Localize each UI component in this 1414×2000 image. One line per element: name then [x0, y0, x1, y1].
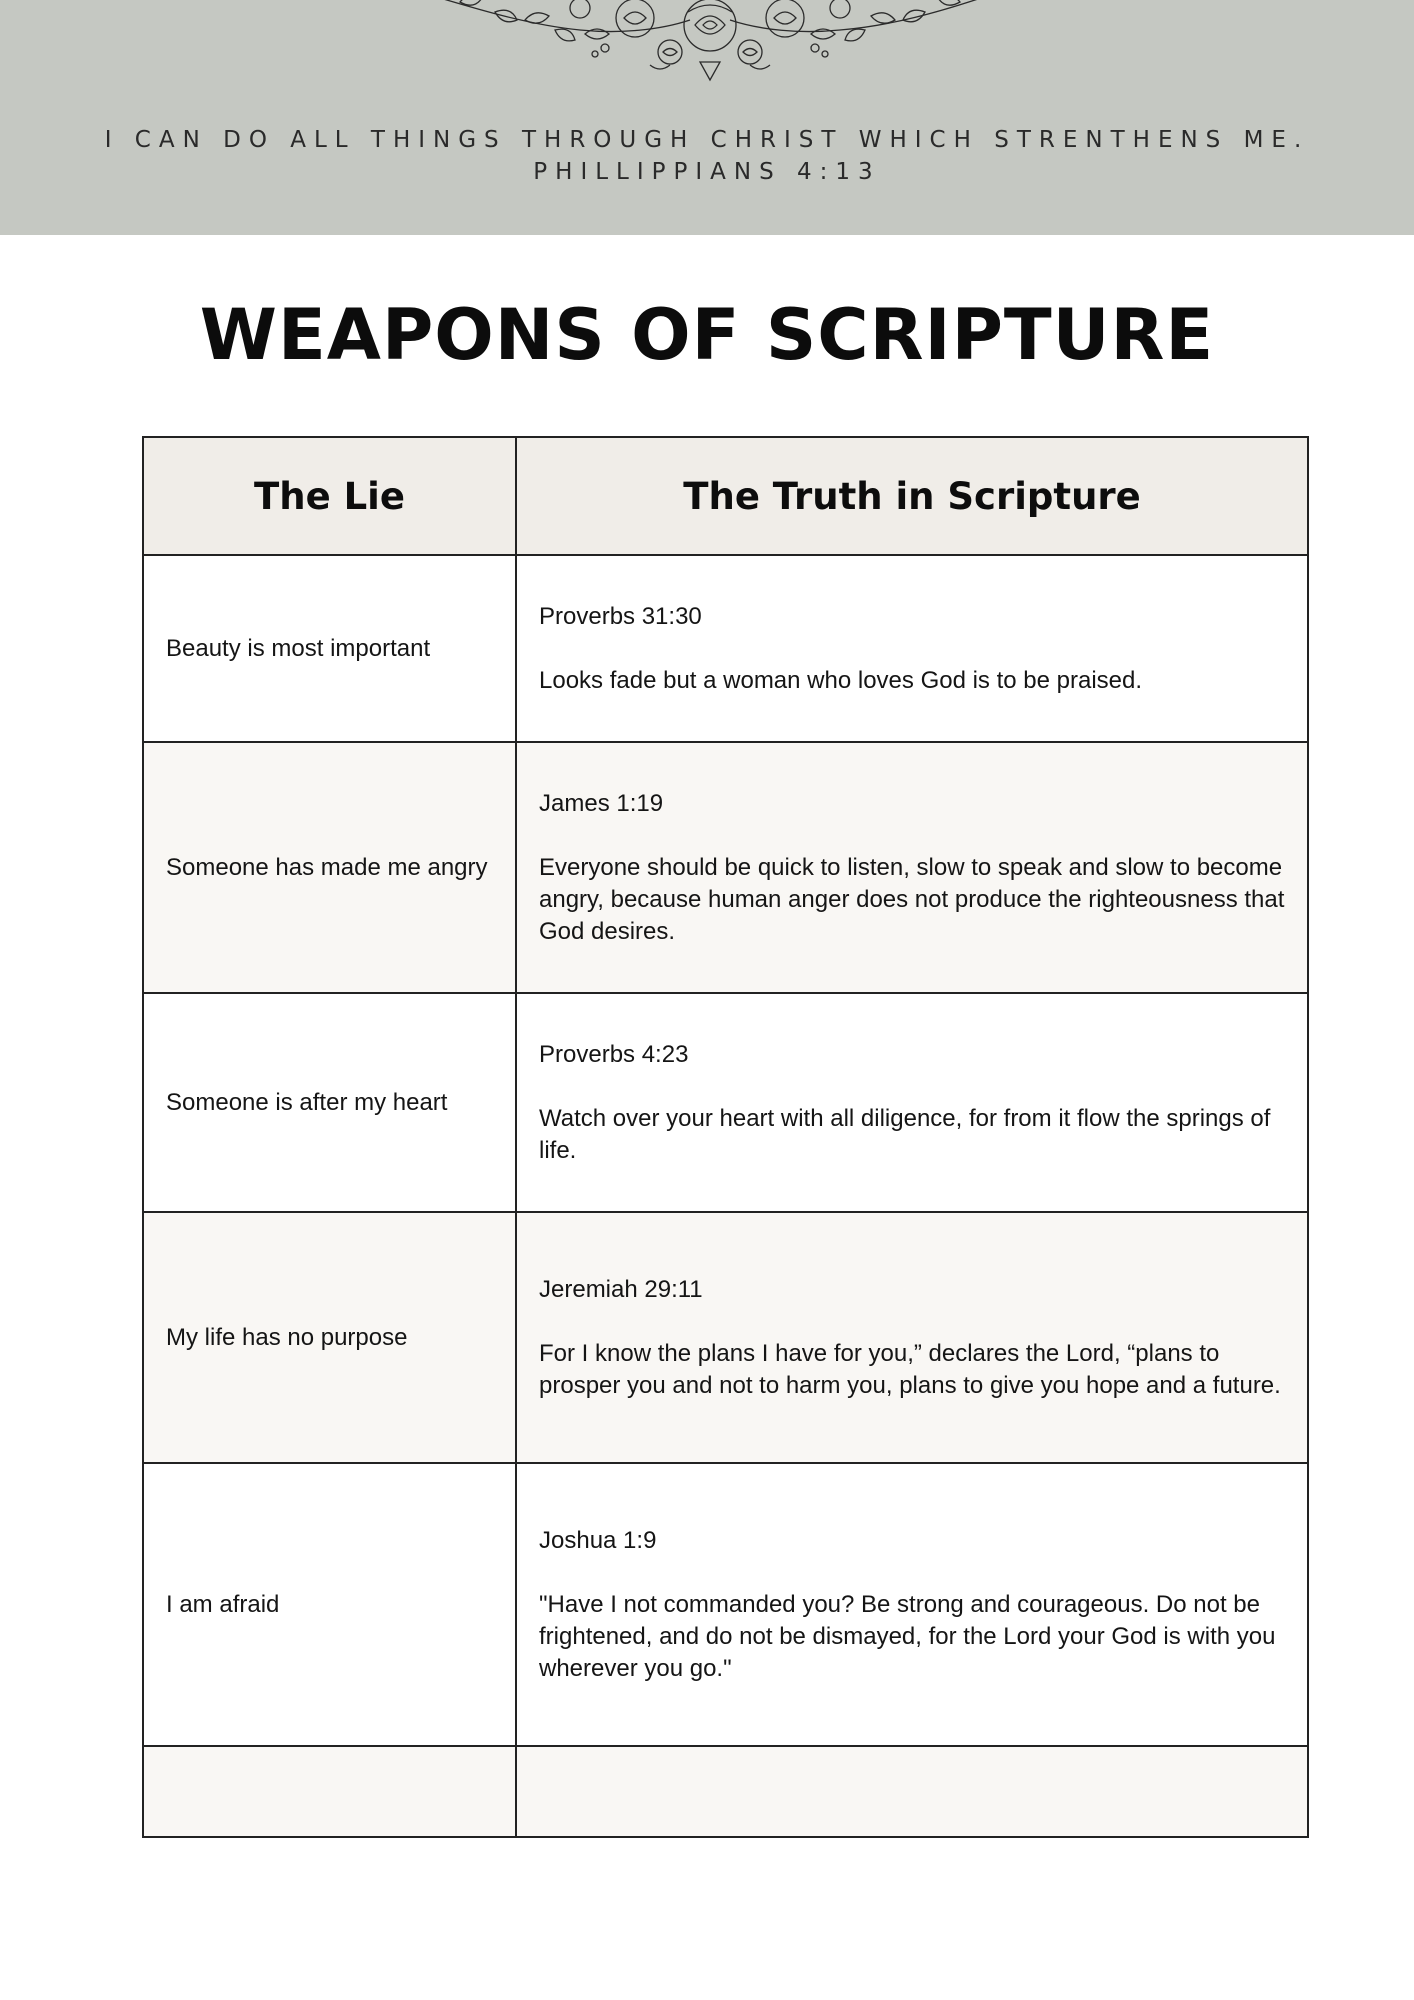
lie-cell — [143, 742, 516, 993]
truth-cell — [516, 742, 1308, 993]
table-row — [143, 993, 1308, 1212]
scripture-reference: Jeremiah 29:11 — [539, 1275, 703, 1303]
truth-cell — [516, 1746, 1308, 1837]
table-header-row — [143, 437, 1308, 555]
table-row — [143, 555, 1308, 742]
scripture-text: "Have I not commanded you? Be strong and courageous. Do not be frightened, and do not be dismayed, for the Lord your God is with you wherever you go." — [539, 1590, 1276, 1682]
lie-cell — [143, 1463, 516, 1746]
lie-cell — [143, 993, 516, 1212]
scripture-text: Looks fade but a woman who loves God is to be praised. — [539, 666, 1143, 694]
lie-text: My life has no purpose — [166, 1323, 408, 1351]
scripture-text: Watch over your heart with all diligence, for from it flow the springs of life. — [539, 1104, 1271, 1164]
scripture-reference: James 1:19 — [539, 789, 664, 817]
lie-text: Someone is after my heart — [166, 1088, 448, 1116]
table-row — [143, 742, 1308, 993]
lie-text: Beauty is most important — [166, 634, 431, 662]
page-title: WEAPONS OF SCRIPTURE — [199, 294, 1215, 376]
header-banner — [0, 0, 1414, 235]
truth-cell — [516, 1463, 1308, 1746]
table-row — [143, 1463, 1308, 1746]
verse-line: I CAN DO ALL THINGS THROUGH CHRIST WHICH STRENTHENS ME. — [104, 127, 1310, 153]
table-row — [143, 1212, 1308, 1463]
lie-cell — [143, 1212, 516, 1463]
scripture-table — [142, 436, 1309, 1838]
lie-cell — [143, 1746, 516, 1837]
scripture-text: Everyone should be quick to listen, slow to speak and slow to become angry, because human anger does not produce the righteousness that God desires. — [539, 853, 1285, 945]
lie-text: Someone has made me angry — [166, 853, 488, 881]
table-row-empty — [143, 1746, 1308, 1837]
header-lie: The Lie — [143, 437, 516, 555]
scripture-text: For I know the plans I have for you,” declares the Lord, “plans to prosper you and not to harm you, plans to give you hope and a future. — [539, 1339, 1281, 1399]
floral-roses-icon — [420, 0, 1000, 90]
lie-cell — [143, 555, 516, 742]
scripture-reference: Proverbs 31:30 — [539, 602, 702, 630]
header-truth: The Truth in Scripture — [516, 437, 1308, 555]
verse-quote — [0, 124, 1414, 188]
lie-text: I am afraid — [166, 1590, 280, 1618]
scripture-reference: Joshua 1:9 — [539, 1526, 657, 1554]
verse-reference: PHILLIPPIANS 4:13 — [533, 159, 881, 185]
scripture-reference: Proverbs 4:23 — [539, 1040, 689, 1068]
truth-cell — [516, 993, 1308, 1212]
truth-cell — [516, 1212, 1308, 1463]
truth-cell — [516, 555, 1308, 742]
